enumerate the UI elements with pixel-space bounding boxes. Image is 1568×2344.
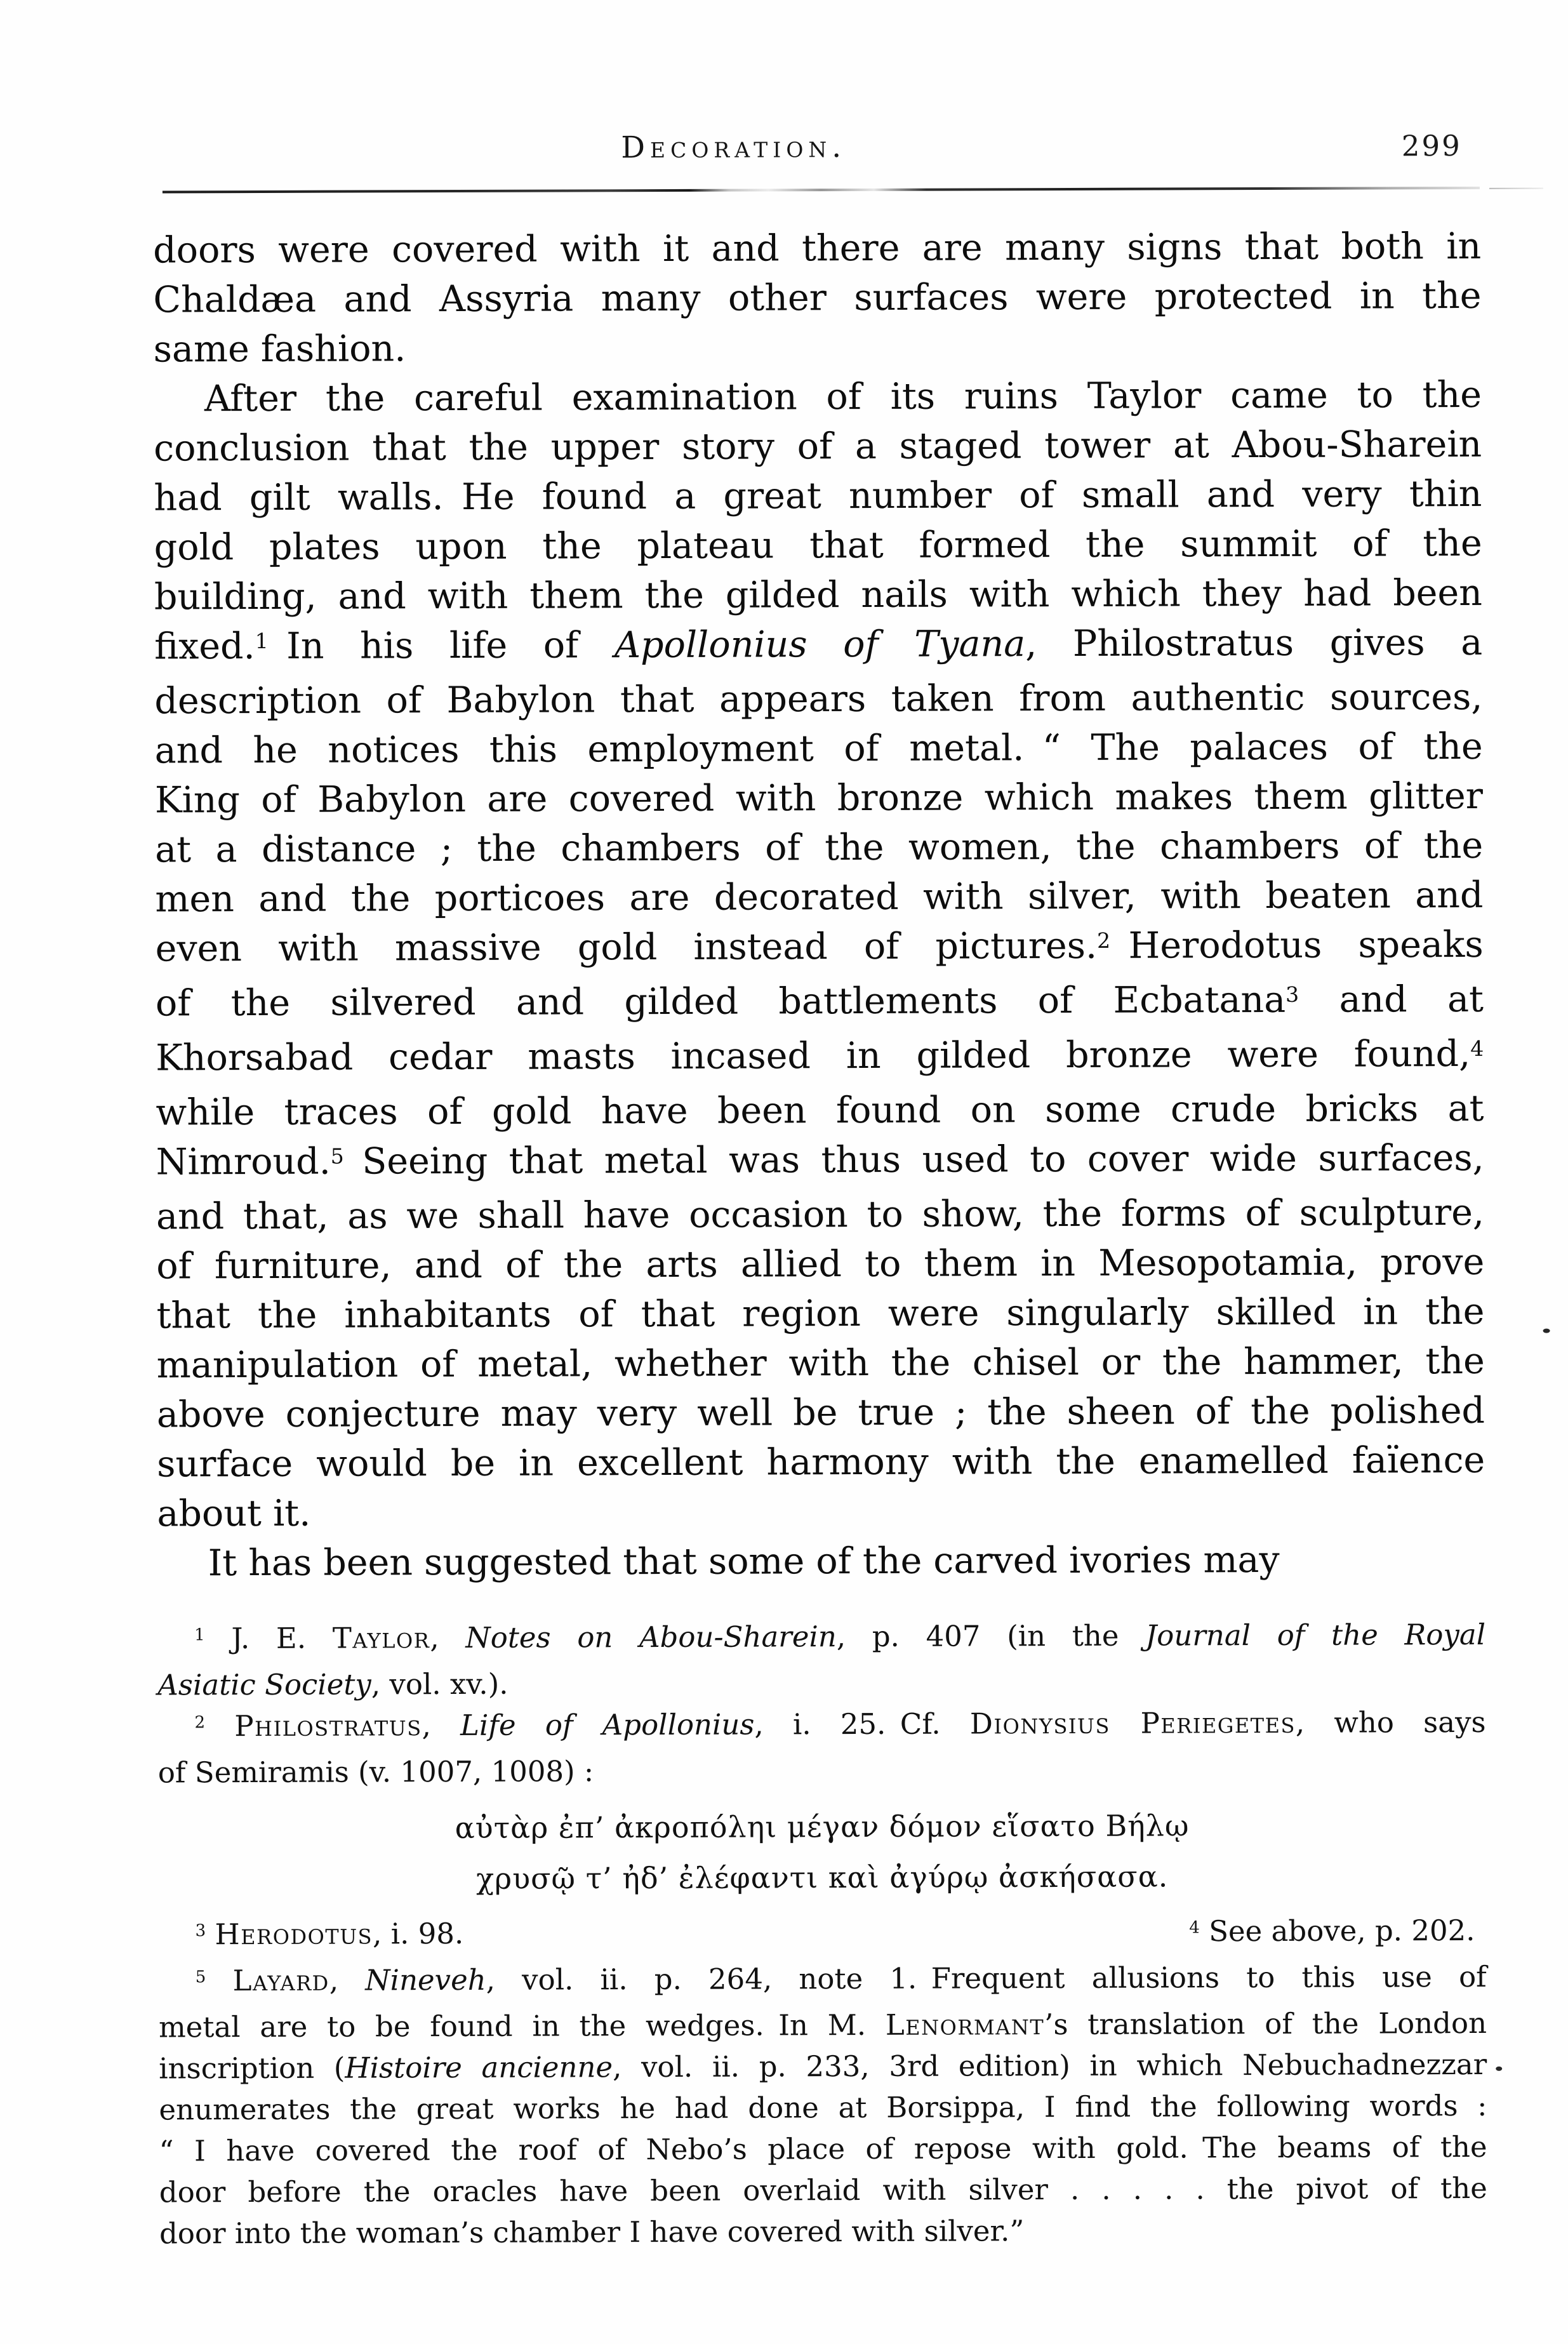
text-run: J. E. (204, 1621, 333, 1656)
text-line (159, 2085, 1487, 2131)
text-run (206, 1964, 232, 1997)
text-run: inscription ( (159, 2051, 345, 2086)
footnote-ref: 2 (194, 1713, 206, 1733)
text-run: , (430, 1620, 466, 1655)
body-text (153, 222, 1485, 1588)
text-run: metal are to be found in the wedges. In M. (158, 2008, 886, 2044)
footnote-4 (1189, 1910, 1475, 1957)
text-run (205, 1709, 234, 1743)
italic-run: Nineveh (365, 1962, 486, 1997)
smallcaps-run: Herodotus (215, 1917, 373, 1952)
running-header-title: Decoration. (621, 130, 847, 166)
text-run: , i. 25. Cf. (754, 1707, 970, 1741)
header-rule (163, 187, 1480, 194)
text-run: , (329, 1963, 366, 1997)
text-run: , vol. ii. p. 233, 3rd edition) in which Nebuchadnezzar (613, 2047, 1487, 2084)
text-run: conclusion that the upper story of a staged tower at Abou-Sharein (154, 423, 1482, 470)
text-run: building, and with them the gilded nails with which they had been (154, 571, 1483, 618)
text-line (156, 920, 1484, 979)
footnote-ref: 3 (195, 1921, 206, 1941)
text-line (154, 420, 1482, 474)
italic-run: Notes on Abou-Sharein (465, 1620, 837, 1655)
italic-run: Apollonius of Tyana (614, 623, 1026, 667)
text-run: same fashion. (153, 328, 406, 371)
text-run: door before the oracles have been overlaid with silver . . . . . the pivot of the (159, 2171, 1487, 2209)
footnote-ref: 5 (330, 1143, 344, 1169)
text-line (154, 568, 1482, 622)
smallcaps-run: Philostratus (234, 1708, 422, 1743)
smallcaps-run: Layard (232, 1963, 329, 1998)
text-line (154, 469, 1482, 523)
footnote-ref: 3 (1286, 982, 1299, 1008)
text-line (159, 2044, 1487, 2089)
text-line (156, 1287, 1484, 1341)
text-run: gold plates upon the plateau that formed the summit of the (154, 522, 1482, 569)
text-run: , (422, 1708, 461, 1743)
text-run: while traces of gold have been found on some crude bricks at (156, 1087, 1484, 1134)
italic-run: Journal of the Royal (1145, 1617, 1486, 1653)
greek-line: αὐτὰρ ἐπ’ ἀκροπόληι μέγαν δόμον εἵσατο Βήλῳ (455, 1808, 1190, 1846)
text-line (159, 2209, 1487, 2254)
text-run: Seeing that metal was thus used to cover wide surfaces, (343, 1136, 1484, 1183)
text-run: Nimroud. (156, 1140, 331, 1183)
smallcaps-run: Taylor (332, 1621, 430, 1655)
text-line (157, 1535, 1485, 1588)
text-run: even with massive gold instead of pictures. (155, 924, 1098, 970)
text-run: that the inhabitants of that region were singularly skilled in the (156, 1290, 1485, 1337)
footnote-ref: 4 (1189, 1918, 1200, 1938)
text-run: In his life of (268, 624, 615, 667)
italic-run: Histoire ancienne (345, 2050, 613, 2085)
text-run: at a distance ; the chambers of the women, the chambers of the (155, 824, 1484, 871)
text-run: Chaldæa and Assyria many other surfaces were protected in the (153, 274, 1482, 321)
text-run: , p. 407 (in the (836, 1618, 1146, 1654)
italic-run: Asiatic Society (157, 1667, 371, 1702)
text-line (157, 1485, 1485, 1539)
text-line (157, 1614, 1485, 1665)
ink-speck (1543, 1329, 1550, 1333)
text-line (157, 1435, 1485, 1489)
text-line (154, 519, 1482, 573)
text-line (155, 722, 1483, 776)
text-run: door into the woman’s chamber I have covered with silver.” (159, 2214, 1025, 2251)
text-line (157, 1386, 1485, 1440)
italic-run: Life of Apollonius (460, 1707, 755, 1743)
text-line (156, 1237, 1484, 1291)
footnote-5 (159, 1956, 1487, 2254)
text-line (153, 271, 1481, 325)
text-line (154, 370, 1482, 424)
footnote-ref: 5 (195, 1968, 206, 1987)
text-run: ’s translation of the London (1044, 2006, 1487, 2042)
text-run: surface would be in excellent harmony with the enamelled faïence (157, 1439, 1485, 1486)
text-run: had gilt walls. He found a great number of small and very thin (154, 472, 1482, 519)
text-line (159, 2002, 1487, 2048)
text-run: of the silvered and gilded battlements of Ecbatana (155, 978, 1286, 1025)
text-line (157, 1336, 1485, 1390)
footnote-list (157, 1614, 1486, 1794)
text-line (154, 321, 1482, 375)
text-run: about it. (157, 1492, 311, 1535)
text-run: of furniture, and of the arts allied to them in Mesopotamia, prove (156, 1241, 1485, 1288)
text-run: “ I have covered the roof of Nebo’s place of repose with gold. The beams of the (159, 2129, 1487, 2168)
text-run: enumerates the great works he had done at Borsippa, I find the following words : (159, 2088, 1487, 2127)
text-line (156, 1029, 1484, 1088)
text-run: After the careful examination of its ruins Taylor came to the (204, 373, 1482, 420)
text-run: and at (1299, 978, 1484, 1021)
text-line (158, 1748, 1486, 1794)
text-run: , vol. ii. p. 264, note 1. Frequent allusions to this use of (486, 1959, 1487, 1997)
text-line (156, 1188, 1484, 1242)
footnotes-section (157, 1614, 1487, 2254)
text-run: , vol. xv.). (371, 1667, 508, 1701)
text-line (153, 222, 1481, 276)
text-run: and that, as we shall have occasion to show, the forms of sculpture, (156, 1191, 1485, 1238)
footnote-ref: 1 (255, 629, 269, 654)
text-line (156, 975, 1484, 1034)
text-run: , Philostratus gives a (1025, 621, 1483, 665)
greek-quotation (158, 1799, 1486, 1905)
text-run: doors were covered with it and there are many signs that both in (153, 225, 1482, 272)
footnote-ref: 4 (1470, 1036, 1484, 1062)
text-run: description of Babylon that appears taken from authentic sources, (154, 676, 1483, 723)
text-line (154, 618, 1482, 677)
ink-speck (1496, 2067, 1502, 2071)
text-run: , who says (1295, 1705, 1486, 1740)
text-line (155, 821, 1483, 875)
text-run: Khorsabad cedar masts incased in gilded bronze were found, (156, 1032, 1471, 1079)
text-run: and he notices this employment of metal. “ The palaces of the (154, 725, 1483, 772)
text-line (157, 1701, 1485, 1752)
footnote-ref: 2 (1096, 928, 1111, 953)
page-number: 299 (1401, 129, 1462, 163)
smallcaps-run: Dionysius Periegetes (969, 1705, 1296, 1741)
text-line (159, 2126, 1487, 2172)
footnote-row (158, 1910, 1486, 1961)
text-run: above conjecture may very well be true ; the sheen of the polished (156, 1389, 1485, 1436)
text-run: King of Babylon are covered with bronze which makes them glitter (154, 775, 1484, 822)
text-run: It has been suggested that some of the carved ivories may (208, 1538, 1280, 1585)
text-run: fixed. (154, 625, 255, 668)
text-line (159, 2168, 1487, 2213)
greek-line: χρυσῷ τ’ ἠδ’ ἐλέφαντι καὶ ἀγύρῳ ἀσκήσασα. (476, 1859, 1169, 1896)
text-line (154, 672, 1482, 726)
text-run: manipulation of metal, whether with the chisel or the hammer, the (156, 1340, 1485, 1387)
text-run: men and the porticoes are decorated with silver, with beaten and (155, 874, 1484, 921)
text-line (159, 1956, 1487, 2007)
text-line (155, 870, 1483, 924)
footnote-ref: 1 (194, 1625, 205, 1645)
text-line (157, 1660, 1485, 1706)
text-line (155, 771, 1483, 825)
smallcaps-run: Lenormant (885, 2008, 1045, 2042)
text-line (156, 1133, 1484, 1192)
text-run (206, 1917, 215, 1951)
text-run: See above, p. 202. (1199, 1913, 1475, 1948)
text-run: , i. 98. (372, 1916, 464, 1951)
header-rule-tail (1489, 188, 1543, 189)
text-line (156, 1084, 1484, 1138)
text-run: Herodotus speaks (1110, 923, 1484, 967)
footnote-3 (195, 1913, 463, 1960)
text-run: of Semiramis (v. 1007, 1008) : (157, 1754, 594, 1790)
